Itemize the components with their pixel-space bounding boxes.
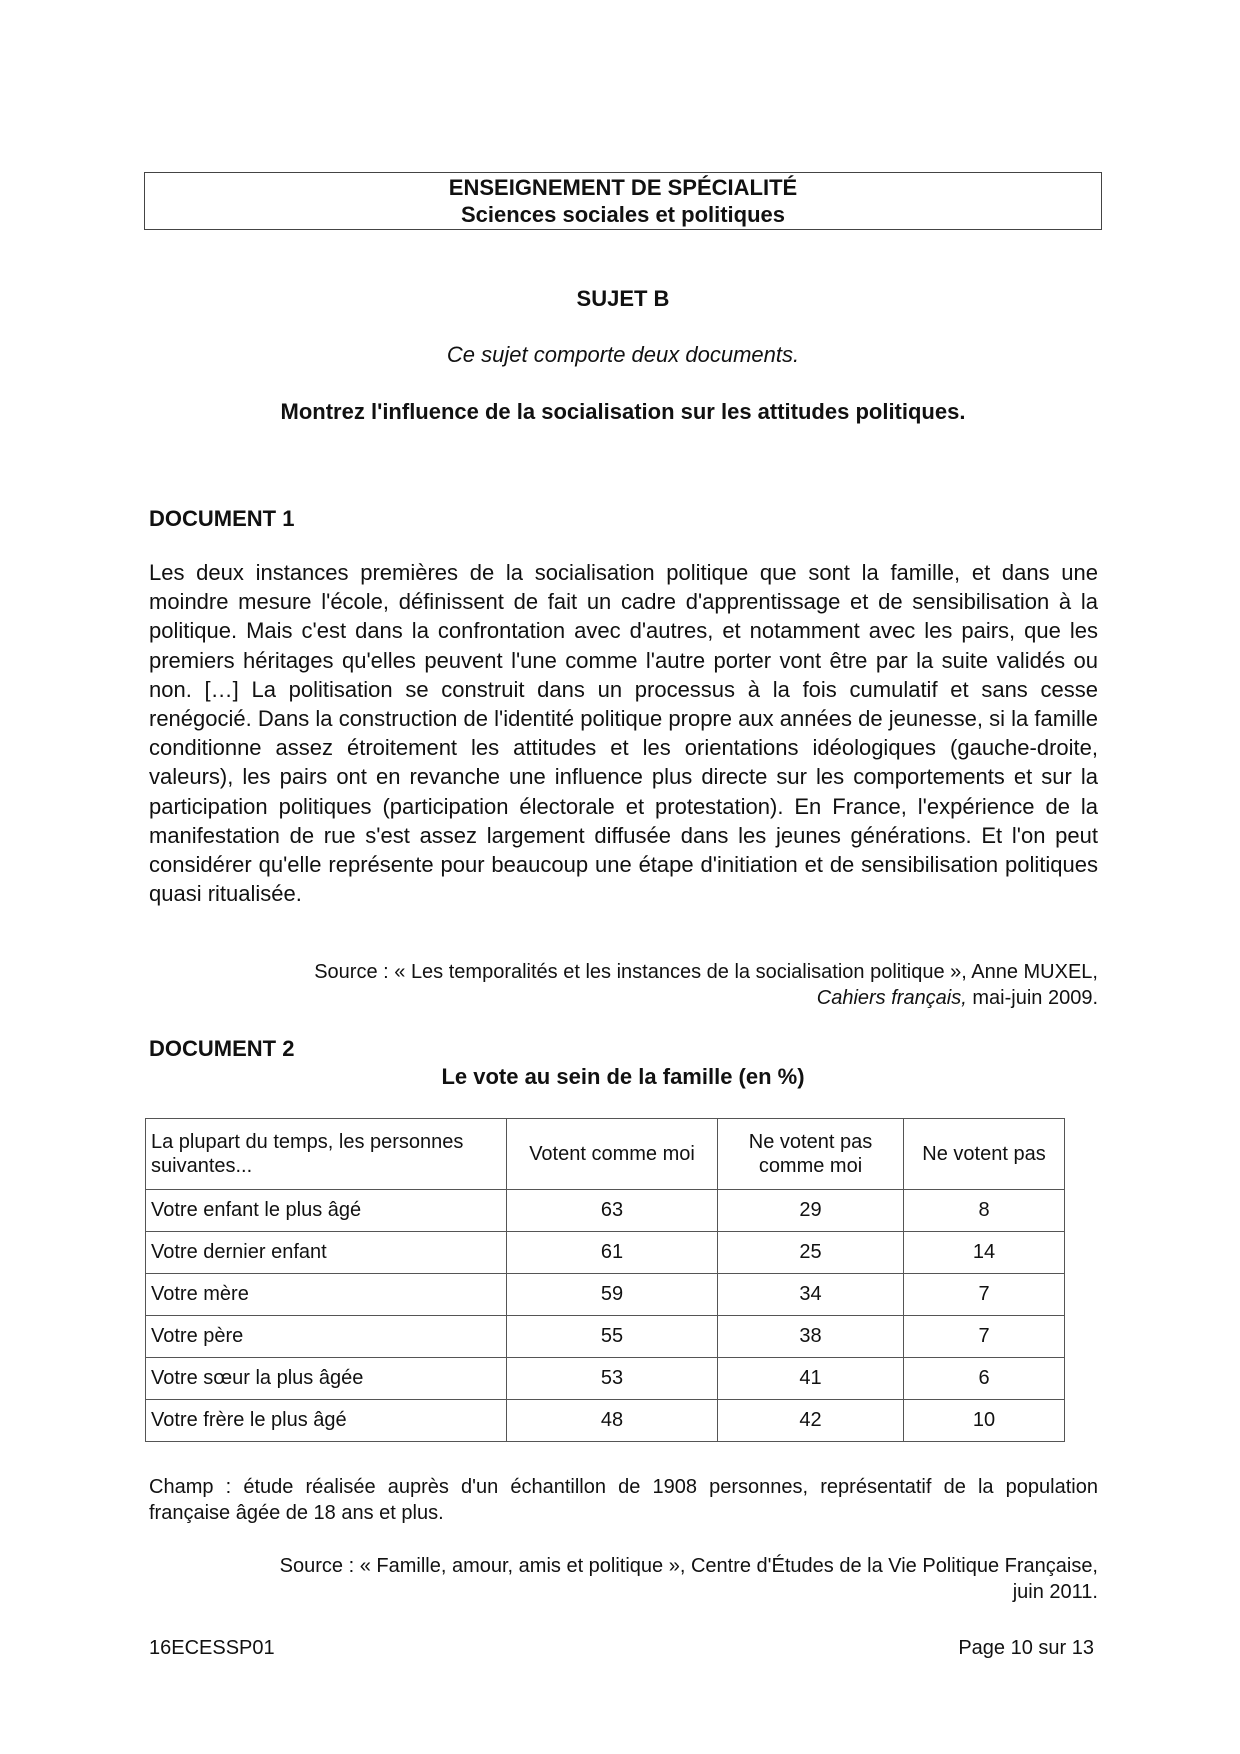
document1-title: DOCUMENT 1 <box>149 506 295 531</box>
table-row <box>146 1400 1065 1442</box>
table-champ-note: Champ : étude réalisée auprès d'un échantillon de 1908 personnes, représentatif de la population française âgée de 18 ans et plus. <box>149 1476 1098 1524</box>
header-title: ENSEIGNEMENT DE SPÉCIALITÉ <box>448 175 798 200</box>
document2-source-line2: juin 2011. <box>1012 1581 1098 1603</box>
table-row <box>146 1358 1065 1400</box>
document2-source-line1: Source : « Famille, amour, amis et politique », Centre d'Études de la Vie Politique Française, <box>279 1555 1098 1577</box>
cell-no-vote: 6 <box>904 1358 1065 1400</box>
footer-page-number: Page 10 sur 13 <box>958 1637 1094 1659</box>
header-label: La plupart du temps, les personnes suivantes... <box>146 1119 507 1190</box>
header-col2-line2: comme moi <box>758 1155 863 1177</box>
table-row <box>146 1274 1065 1316</box>
header-ne-votent-pas: Ne votent pas <box>904 1119 1065 1190</box>
cell-same: 55 <box>507 1316 718 1358</box>
cell-same: 61 <box>507 1232 718 1274</box>
document1-source-line1: Source : « Les temporalités et les instances de la socialisation politique », Anne MUXEL, <box>314 961 1098 983</box>
cell-same: 59 <box>507 1274 718 1316</box>
header-box <box>144 172 1102 230</box>
row-label: Votre enfant le plus âgé <box>146 1190 507 1232</box>
subject-question: Montrez l'influence de la socialisation sur les attitudes politiques. <box>280 399 966 424</box>
cell-different: 41 <box>718 1358 904 1400</box>
subject-title: SUJET B <box>576 286 670 311</box>
row-label: Votre mère <box>146 1274 507 1316</box>
table-header-row <box>146 1119 1065 1190</box>
subject-note: Ce sujet comporte deux documents. <box>446 342 800 367</box>
header-ne-votent-pas-comme-moi <box>718 1119 904 1190</box>
header-subtitle: Sciences sociales et politiques <box>460 202 786 227</box>
cell-no-vote: 7 <box>904 1274 1065 1316</box>
document1-source-date: mai-juin 2009. <box>966 987 1098 1009</box>
cell-no-vote: 7 <box>904 1316 1065 1358</box>
row-label: Votre sœur la plus âgée <box>146 1358 507 1400</box>
vote-table <box>145 1118 1065 1442</box>
table-title: Le vote au sein de la famille (en %) <box>441 1064 805 1089</box>
cell-different: 25 <box>718 1232 904 1274</box>
header-col2-line1: Ne votent pas <box>748 1131 873 1153</box>
header-votent-comme-moi: Votent comme moi <box>507 1119 718 1190</box>
cell-different: 34 <box>718 1274 904 1316</box>
row-label: Votre frère le plus âgé <box>146 1400 507 1442</box>
cell-no-vote: 14 <box>904 1232 1065 1274</box>
table-row <box>146 1190 1065 1232</box>
document2-title: DOCUMENT 2 <box>149 1036 295 1061</box>
cell-same: 63 <box>507 1190 718 1232</box>
cell-no-vote: 8 <box>904 1190 1065 1232</box>
cell-same: 48 <box>507 1400 718 1442</box>
document1-source-publication: Cahiers français, <box>816 987 967 1009</box>
cell-different: 42 <box>718 1400 904 1442</box>
document1-text: Les deux instances premières de la socialisation politique que sont la famille, et dans une moindre mesure l'école, définissent de fait un cadre d'apprentissage et de sensibilisation à la politique. Mais c'est dans la confrontation avec d'autres, et notamment avec les pairs, que les premiers héritages qu'elles peuvent l'une comme l'autre porter vont être par la suite validés ou non. […] La politisation se construit dans un processus à la fois cumulatif et sans cesse renégocié. Dans la construction de l'identité politique propre aux années de jeunesse, si la famille conditionne assez étroitement les attitudes et les orientations idéologiques (gauche-droite, valeurs), les pairs ont en revanche une influence plus directe sur les comportements et sur la participation politiques (participation électorale et protestation). En France, l'expérience de la manifestation de rue s'est assez largement diffusée dans les jeunes générations. Et l'on peut considérer qu'elle représente pour beaucoup une étape d'initiation et de sensibilisation politiques quasi ritualisée. <box>149 560 1098 907</box>
document1-source <box>149 959 1098 1011</box>
cell-same: 53 <box>507 1358 718 1400</box>
row-label: Votre père <box>146 1316 507 1358</box>
table-row <box>146 1316 1065 1358</box>
cell-no-vote: 10 <box>904 1400 1065 1442</box>
document1-source-line2 <box>149 985 1098 1011</box>
cell-different: 29 <box>718 1190 904 1232</box>
table-row <box>146 1232 1065 1274</box>
document2-source <box>149 1553 1098 1605</box>
row-label: Votre dernier enfant <box>146 1232 507 1274</box>
footer-code: 16ECESSP01 <box>149 1637 275 1659</box>
cell-different: 38 <box>718 1316 904 1358</box>
